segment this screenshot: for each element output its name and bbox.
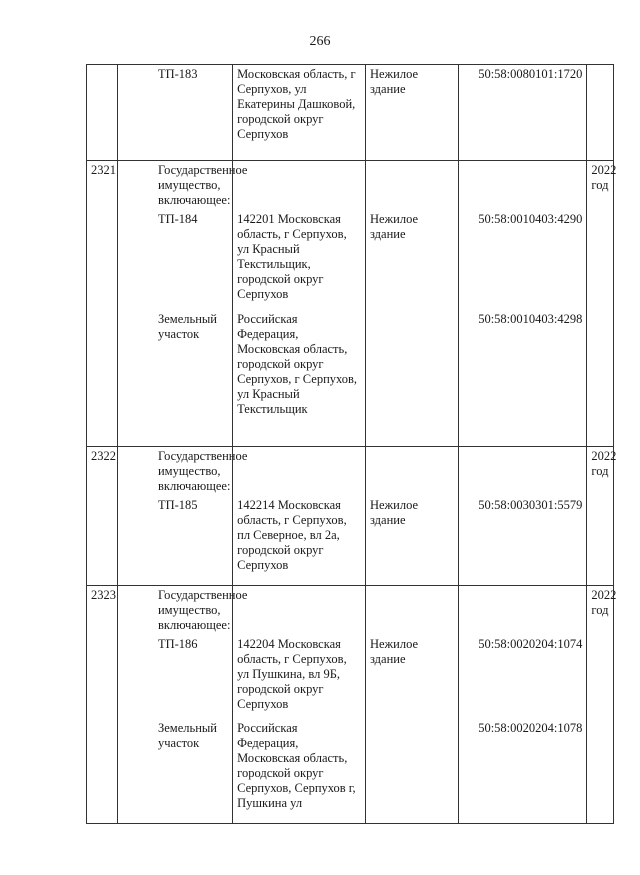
cell-number: 2322 [87, 446, 118, 496]
cell-address: 142201 Московская область, г Серпухов, ул Красный Текстильщик, городской округ Серпухов [233, 210, 366, 310]
cell-name: Государственное имущество, включающее: [117, 446, 232, 496]
table-row [87, 586, 614, 636]
cell-year: 2022 год [587, 586, 614, 636]
cell-year [587, 635, 614, 719]
cell-number [87, 635, 118, 719]
cell-cadastral: 50:58:0030301:5579 [458, 496, 586, 586]
table-row [87, 161, 614, 211]
cell-year: 2022 год [587, 161, 614, 211]
cell-address: Московская область, г Серпухов, ул Екатерины Дашковой, городской округ Серпухов [233, 65, 366, 161]
cell-number [87, 719, 118, 823]
cell-type [365, 586, 458, 636]
cell-year [587, 210, 614, 310]
table-row [87, 719, 614, 823]
cell-address [233, 446, 366, 496]
table-row [87, 496, 614, 586]
cell-name: ТП-184 [117, 210, 232, 310]
table-row [87, 310, 614, 446]
cell-name: Земельный участок [117, 310, 232, 446]
cell-number [87, 310, 118, 446]
cell-year [587, 65, 614, 161]
cell-type: Нежилое здание [365, 65, 458, 161]
cell-type [365, 161, 458, 211]
table-row [87, 210, 614, 310]
table-row [87, 446, 614, 496]
cell-year [587, 310, 614, 446]
cell-number: 2323 [87, 586, 118, 636]
cell-name: Государственное имущество, включающее: [117, 586, 232, 636]
cell-number: 2321 [87, 161, 118, 211]
cell-type [365, 310, 458, 446]
cell-cadastral [458, 446, 586, 496]
cell-address: Российская Федерация, Московская область, городской округ Серпухов, г Серпухов, ул Красный Текстильщик [233, 310, 366, 446]
cell-cadastral: 50:58:0020204:1074 [458, 635, 586, 719]
cell-name: Земельный участок [117, 719, 232, 823]
cell-cadastral: 50:58:0010403:4298 [458, 310, 586, 446]
cell-cadastral: 50:58:0010403:4290 [458, 210, 586, 310]
cell-address: 142214 Московская область, г Серпухов, пл Северное, вл 2а, городской округ Серпухов [233, 496, 366, 586]
cell-type [365, 446, 458, 496]
cell-address [233, 586, 366, 636]
registry-table [86, 64, 617, 824]
cell-name: Государственное имущество, включающее: [117, 161, 232, 211]
cell-cadastral: 50:58:0080101:1720 [458, 65, 586, 161]
page-number: 266 [309, 34, 331, 49]
cell-type: Нежилое здание [365, 635, 458, 719]
cell-name: ТП-185 [117, 496, 232, 586]
cell-number [87, 496, 118, 586]
cell-address [233, 161, 366, 211]
table-row [87, 635, 614, 719]
cell-cadastral [458, 586, 586, 636]
cell-year [587, 719, 614, 823]
cell-number [87, 210, 118, 310]
cell-address: Российская Федерация, Московская область, городской округ Серпухов, Серпухов г, Пушкина ул [233, 719, 366, 823]
cell-name: ТП-183 [117, 65, 232, 161]
cell-year [587, 496, 614, 586]
cell-cadastral: 50:58:0020204:1078 [458, 719, 586, 823]
cell-number [87, 65, 118, 161]
cell-cadastral [458, 161, 586, 211]
cell-type: Нежилое здание [365, 496, 458, 586]
cell-year: 2022 год [587, 446, 614, 496]
table-row [87, 65, 614, 161]
cell-name: ТП-186 [117, 635, 232, 719]
cell-type [365, 719, 458, 823]
cell-address: 142204 Московская область, г Серпухов, ул Пушкина, вл 9Б, городской округ Серпухов [233, 635, 366, 719]
cell-type: Нежилое здание [365, 210, 458, 310]
